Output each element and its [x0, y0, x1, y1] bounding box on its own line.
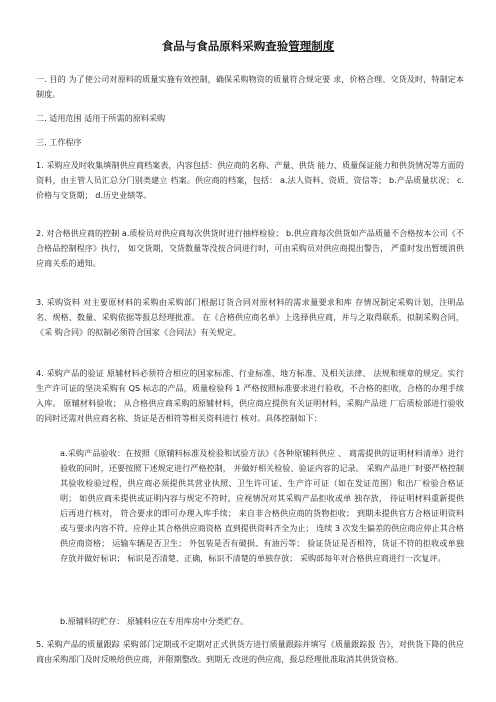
item-storage: b.原辅料的贮存： 原辅料应在专用库房中分类贮存。: [60, 616, 249, 626]
section-scope: 二. 适用范围 适用于所需的原料采购: [36, 113, 166, 123]
item-supplier-records: 1. 采购应及时收集填制供应商档案表，内容包括：供应商的名称、产量、供货 能力、质量保证能力和供货情况等方面的资料，由主管人员汇总分门别类建立 档案。供应商的档案，包括： a.法人资料、资质、资信等； b.产品质量状况； c.价格与交货期； d.历史业绩等。: [36, 160, 464, 200]
title-main: 食品与食品原料采购查验: [161, 39, 289, 53]
item-acceptance-control: a.采购产品验收：在按照《原辅料标准及检验和试验方法》《各种原辅料供应 、 商需提供的证明材料清单》进行验收的同时，还要按照下述规定进行严格控制， 并做好相关检验、验证内容的记录。 采购产品进厂时要严格控制其验收检验过程，供应商必须提供其营业执照、卫生许可证、生产许可证（如在发证范围）和出厂检验合格证明； 如供应商未提供或证明内容与规定不符时，应视情况对其采购产品拒收或单 独存放， 待证明材料重新提供后再进行核对， 符合要求的即可办理入库手续； 来自非合格供应商的货物拒收； 到期未提供官方合格证明资料或与要求内容不符，应停止其合格供应商资格 直到提供资料齐全为止； 连续 3 次发生偏差的供应商应停止其合格供应商资格； 运输车辆是否卫生； 外包装是否有破损、有油污等； 验证货证是否相符，货证不符的拒收或单独存放并做好标识； 标识是否清楚、正确，标识不清楚的单独存放； 采购部每年对合格供应商进行一次复评。: [60, 448, 464, 563]
section-procedure-heading: 三. 工作程序: [36, 137, 82, 147]
title-underlined: 管理制度: [288, 39, 335, 53]
item-quality-tracking: 5. 采购产品的质量跟踪 采购部门定期或不定期对正式供货方进行质量跟踪并填写《质量跟踪报 告》，对供货下降的供应商由采购部门及时反映给供应商，并限期整改。到期无 改进的供应商，报总经理批准取消其供货资格。: [36, 639, 464, 664]
item-purchasing-documents: 3. 采购资料 对主要原材料的采购由采购部门根据订货合同对原材料的需求量要求和库 存情况制定采购计划，注明品名、规格、数量、采购依据等报总经理批准。 在《合格供应商名单》上选择供应商，并与之取得联系，拟制采购合同， 《采 购合同》的拟制必须符合国家《合同法》有关规定。: [36, 297, 464, 337]
document-title: [0, 38, 496, 54]
section-purpose: 一. 目的 为了使公司对原料的质量实施有效控制，确保采购物资的质量符合规定要 求，价格合理、交货及时，特制定本制度。: [36, 74, 464, 99]
item-qualified-supplier-control: 2. 对合格供应商的控制 a.质检员对供应商每次供货时进行抽样检验； b.供应商每次供货如产品质量不合格按本公司《不合格品控制程序》执行， 如交货期，交货数量等没按合同进行时，可由采购员对供应商提出警告， 严重时发出暂缓消供应商关系的通知。: [36, 228, 464, 268]
item-product-verification: 4. 采购产品的验证 原辅材料必须符合相应的国家标准、行业标准、地方标准、及相关法律、 法规和规章的规定。实行生产许可证的坚决采购有 QS 标志的产品，质量检验科 1 严格按照标准要求进行验收，不合格的拒收，合格的办理手续入库。 原辅材料验收； 从合格供应商采购的原辅材料，供应商应提供有关证明材料，采购产品进 厂后质检部进行验收的同时还需对供应商名称、货证是否相符等相关资料进行 核对。具体控制如下：: [36, 368, 464, 423]
